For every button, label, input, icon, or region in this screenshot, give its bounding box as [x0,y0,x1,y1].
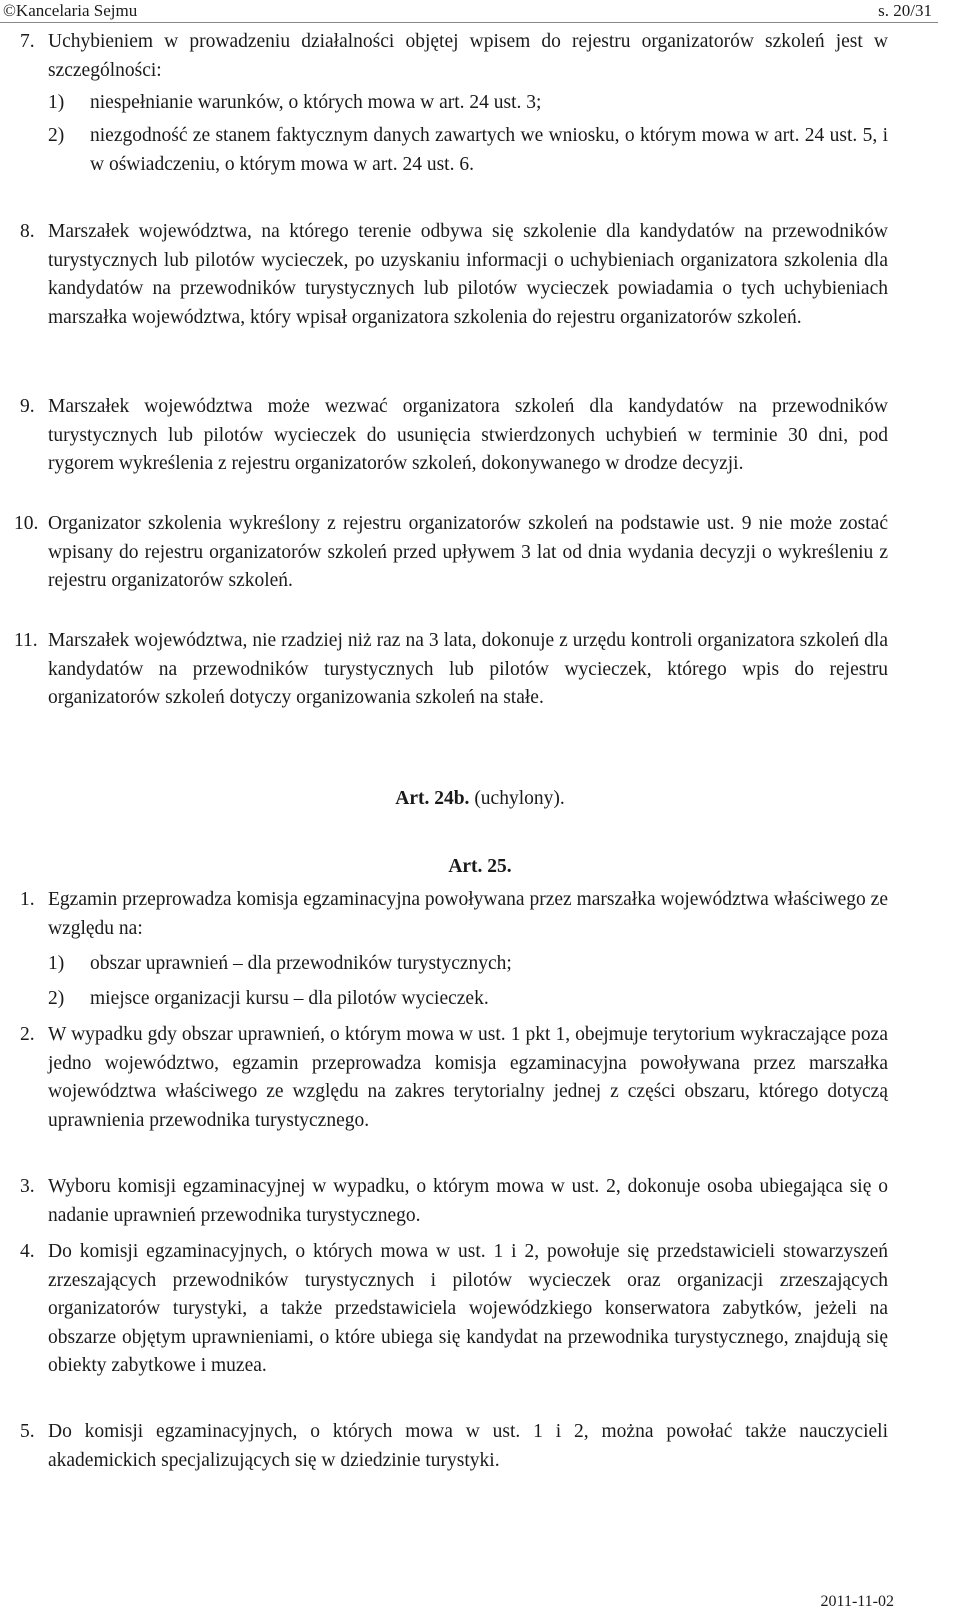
list-item-25-1-2 [48,985,888,1014]
paragraph-text: Uchybieniem w prowadzeniu działalności objętej wpisem do rejestru organizatorów szkoleń jest w szczególności: [48,31,888,81]
paragraph-number: 3. [20,1176,35,1197]
paragraph-ust-7 [20,28,888,85]
paragraph-text: Egzamin przeprowadza komisja egzaminacyjna powoływana przez marszałka województwa właściwego ze względu na: [48,889,888,939]
paragraph-art25-ust-4 [20,1238,888,1381]
paragraph-number: 7. [20,31,35,52]
article-25-heading [0,853,960,882]
article-title: Art. 25. [448,856,512,877]
list-item-number: 2) [48,988,65,1009]
paragraph-ust-9 [20,393,888,479]
list-item-number: 2) [48,125,65,146]
list-item-text: miejsce organizacji kursu – dla pilotów wycieczek. [90,988,489,1009]
paragraph-ust-11 [14,627,888,713]
list-item-number: 1) [48,953,65,974]
paragraph-art25-ust-1 [20,886,888,943]
header-rule [0,22,938,23]
footer-date: 2011-11-02 [820,1593,894,1610]
paragraph-number: 2. [20,1024,35,1045]
paragraph-art25-ust-5 [20,1418,888,1475]
paragraph-ust-8 [20,218,888,332]
list-item-7-1 [48,89,888,118]
article-24b-heading [0,785,960,814]
list-item-text: niezgodność ze stanem faktycznym danych zawartych we wniosku, o którym mowa w art. 24 ust. 5, i w oświadczeniu, o którym mowa w art. 24 ust. 6. [90,125,888,175]
paragraph-number: 9. [20,396,35,417]
paragraph-number: 8. [20,221,35,242]
paragraph-text: Organizator szkolenia wykreślony z rejestru organizatorów szkoleń na podstawie ust. 9 nie może zostać wpisany do rejestru organizatorów szkoleń przed upływem 3 lat od dnia wydania decyzji o wykreśleniu z rejestru organizatorów szkoleń. [48,513,888,591]
paragraph-number: 4. [20,1241,35,1262]
paragraph-number: 10. [14,513,39,534]
article-title: Art. 24b. [395,788,470,809]
header-publisher: ©Kancelaria Sejmu [3,1,138,20]
header-page-number: s. 20/31 [878,1,932,20]
paragraph-text: Marszałek województwa, na którego terenie odbywa się szkolenie dla kandydatów na przewodników turystycznych lub pilotów wycieczek, po uzyskaniu informacji o uchybieniach organizatora szkolenia dla kandydatów na przewodników turystycznych lub pilotów wycieczek powiadamia o tych uchybieniach marszałka województwa, który wpisał organizatora szkolenia do rejestru organizatorów szkoleń. [48,221,888,328]
list-item-7-2 [48,122,888,179]
paragraph-text: Wyboru komisji egzaminacyjnej w wypadku, o którym mowa w ust. 2, dokonuje osoba ubiegająca się o nadanie uprawnień przewodnika turystycznego. [48,1176,888,1226]
paragraph-text: Do komisji egzaminacyjnych, o których mowa w ust. 1 i 2, można powołać także nauczycieli akademickich specjalizujących się w dziedzinie turystyki. [48,1421,888,1471]
list-item-25-1-1 [48,950,888,979]
list-item-number: 1) [48,92,65,113]
paragraph-art25-ust-3 [20,1173,888,1230]
article-status: (uchylony). [469,788,565,809]
paragraph-number: 1. [20,889,35,910]
paragraph-text: W wypadku gdy obszar uprawnień, o którym mowa w ust. 1 pkt 1, obejmuje terytorium wykraczające poza jedno województwo, egzamin przeprowadza komisja egzaminacyjna powoływana przez marszałka województwa właściwego ze względu na zakres terytorialny jednej z części obszaru, którego dotyczą uprawnienia przewodnika turystycznego. [48,1024,888,1131]
paragraph-text: Do komisji egzaminacyjnych, o których mowa w ust. 1 i 2, powołuje się przedstawicieli stowarzyszeń zrzeszających przewodników turystycznych i pilotów wycieczek oraz organizacji zrzeszających organizatorów turystyki, a także przedstawiciela wojewódzkiego konserwatora zabytków, jeżeli na obszarze objętym uprawnieniami, o które ubiega się kandydat na przewodnika turystycznego, znajdują się obiekty zabytkowe i muzea. [48,1241,888,1376]
list-item-text: obszar uprawnień – dla przewodników turystycznych; [90,953,512,974]
paragraph-number: 5. [20,1421,35,1442]
paragraph-number: 11. [14,630,38,651]
list-item-text: niespełnianie warunków, o których mowa w art. 24 ust. 3; [90,92,542,113]
paragraph-ust-10 [14,510,888,596]
paragraph-text: Marszałek województwa może wezwać organizatora szkoleń dla kandydatów na przewodników turystycznych lub pilotów wycieczek do usunięcia stwierdzonych uchybień w terminie 30 dni, pod rygorem wykreślenia z rejestru organizatorów szkoleń, dokonywanego w drodze decyzji. [48,396,888,474]
paragraph-text: Marszałek województwa, nie rzadziej niż raz na 3 lata, dokonuje z urzędu kontroli organizatora szkoleń dla kandydatów na przewodników turystycznych lub pilotów wycieczek, którego wpis do rejestru organizatorów szkoleń dotyczy organizowania szkoleń na stałe. [48,630,888,708]
paragraph-art25-ust-2 [20,1021,888,1135]
